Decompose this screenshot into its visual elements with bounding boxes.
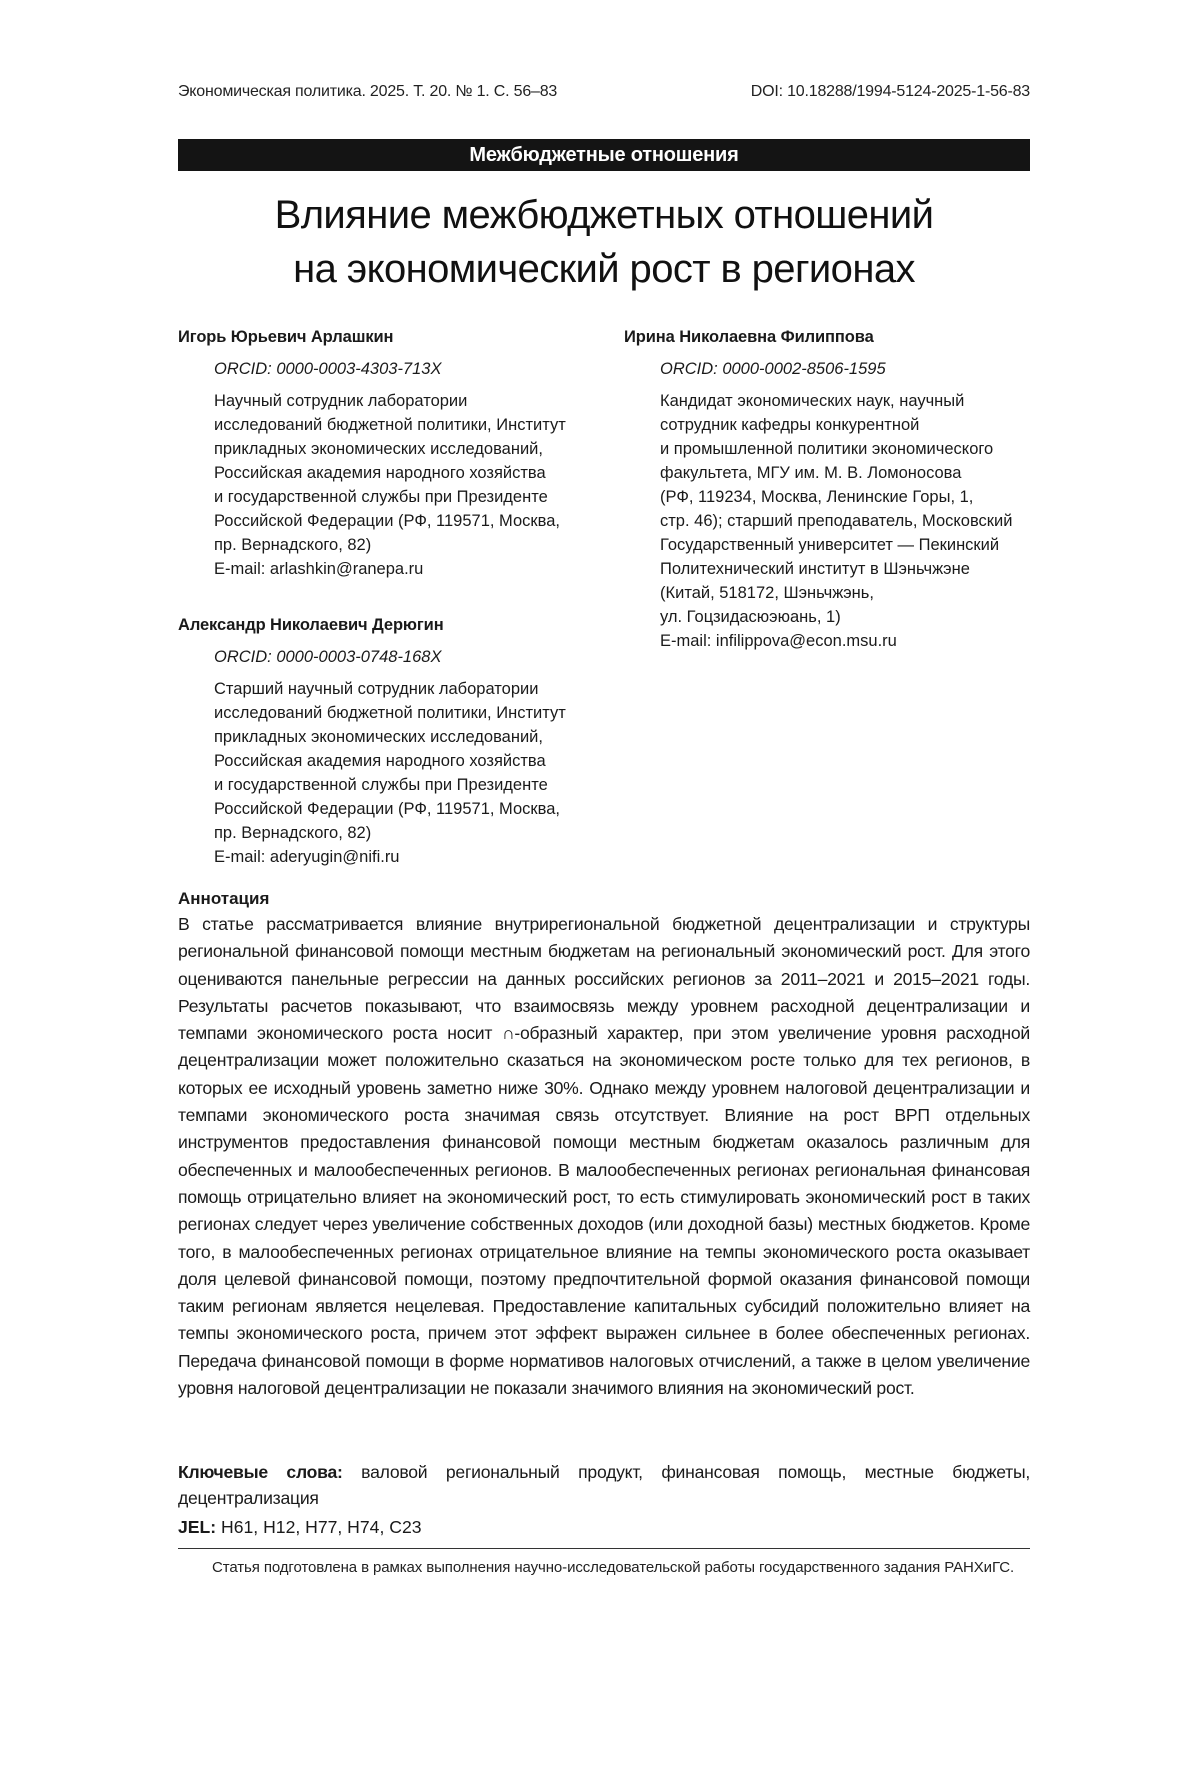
author-orcid: ORCID: 0000-0003-4303-713X xyxy=(214,358,618,380)
footnote-divider xyxy=(178,1548,1030,1549)
author-affiliation: Научный сотрудник лаборатории исследований бюджетной политики, Институт прикладных экономических исследований, Российская академия народного хозяйства и государственной службы при Президенте Российской Федерации (РФ, 119571, Москва, пр. Вернадского, 82) xyxy=(214,389,618,557)
abstract-heading: Аннотация xyxy=(178,887,269,911)
author-email: E-mail: infilippova@econ.msu.ru xyxy=(660,629,1030,653)
author-affiliation: Кандидат экономических наук, научный сотрудник кафедры конкурентной и промышленной политики экономического факультета, МГУ им. М. В. Ломоносова (РФ, 119234, Москва, Ленинские Горы, 1, стр. 46); старший преподаватель, Московский Государственный университет — Пекинский Политехнический институт в Шэньчжэне (Китай, 518172, Шэньчжэнь, ул. Гоцзидасюэюань, 1) xyxy=(660,389,1030,629)
doi: DOI: 10.18288/1994-5124-2025-1-56-83 xyxy=(751,83,1030,101)
author-affiliation: Старший научный сотрудник лаборатории исследований бюджетной политики, Институт прикладных экономических исследований, Российская академия народного хозяйства и государственной службы при Президенте Российской Федерации (РФ, 119571, Москва, пр. Вернадского, 82) xyxy=(214,677,618,845)
author-name: Игорь Юрьевич Арлашкин xyxy=(178,326,618,348)
section-heading: Межбюджетные отношения xyxy=(178,139,1030,171)
author-orcid: ORCID: 0000-0002-8506-1595 xyxy=(660,358,1030,380)
article-title xyxy=(178,188,1030,296)
jel-codes xyxy=(178,1514,422,1540)
keywords xyxy=(178,1459,1030,1511)
author-name: Ирина Николаевна Филиппова xyxy=(624,326,1030,348)
journal-citation: Экономическая политика. 2025. Т. 20. № 1. С. 56–83 xyxy=(178,83,557,101)
author-block-arlashkin xyxy=(178,326,618,581)
funding-footnote: Статья подготовлена в рамках выполнения научно-исследовательской работы государственного задания РАНХиГС. xyxy=(178,1556,1030,1579)
jel-label: JEL: xyxy=(178,1517,216,1537)
author-email: E-mail: aderyugin@nifi.ru xyxy=(214,845,618,869)
keywords-text: валовой региональный продукт, финансовая помощь, местные бюджеты, децентрализация xyxy=(178,1462,1030,1508)
author-block-deryugin xyxy=(178,614,618,869)
keywords-label: Ключевые слова: xyxy=(178,1462,343,1482)
article-page xyxy=(178,0,1030,1786)
title-line-1: Влияние межбюджетных отношений xyxy=(275,193,934,237)
title-line-2: на экономический рост в регионах xyxy=(293,247,915,291)
author-email: E-mail: arlashkin@ranepa.ru xyxy=(214,557,618,581)
running-head xyxy=(178,83,1030,105)
author-block-filippova xyxy=(624,326,1030,653)
author-orcid: ORCID: 0000-0003-0748-168X xyxy=(214,646,618,668)
author-name: Александр Николаевич Дерюгин xyxy=(178,614,618,636)
jel-text: H61, H12, H77, H74, C23 xyxy=(221,1517,421,1537)
abstract-text: В статье рассматривается влияние внутрирегиональной бюджетной децентрализации и структуры региональной финансовой помощи местным бюджетам на региональный экономический рост. Для этого оцениваются панельные регрессии на данных российских регионов за 2011–2021 и 2015–2021 годы. Результаты расчетов показывают, что взаимосвязь между уровнем расходной децентрализации и темпами экономического роста носит ∩-образный характер, при этом увеличение уровня расходной децентрализации может положительно сказаться на экономическом росте только для тех регионов, в которых ее исходный уровень заметно ниже 30%. Однако между уровнем налоговой децентрализации и темпами экономического роста значимая связь отсутствует. Влияние на рост ВРП отдельных инструментов предоставления финансовой помощи местным бюджетам оказалось различным для обеспеченных и малообеспеченных регионов. В малообеспеченных регионах региональная финансовая помощь отрицательно влияет на экономический рост, то есть стимулировать экономический рост в таких регионах следует через увеличение собственных доходов (или доходной базы) местных бюджетов. Кроме того, в малообеспеченных регионах отрицательное влияние на темпы экономического роста оказывает доля целевой финансовой помощи, поэтому предпочтительной формой оказания финансовой помощи таким регионам является нецелевая. Предоставление капитальных субсидий положительно влияет на темпы экономического роста, причем этот эффект выражен сильнее в более обеспеченных регионах. Передача финансовой помощи в форме нормативов налоговых отчислений, а также в целом увеличение уровня налоговой децентрализации не показали значимого влияния на экономический рост. xyxy=(178,911,1030,1402)
